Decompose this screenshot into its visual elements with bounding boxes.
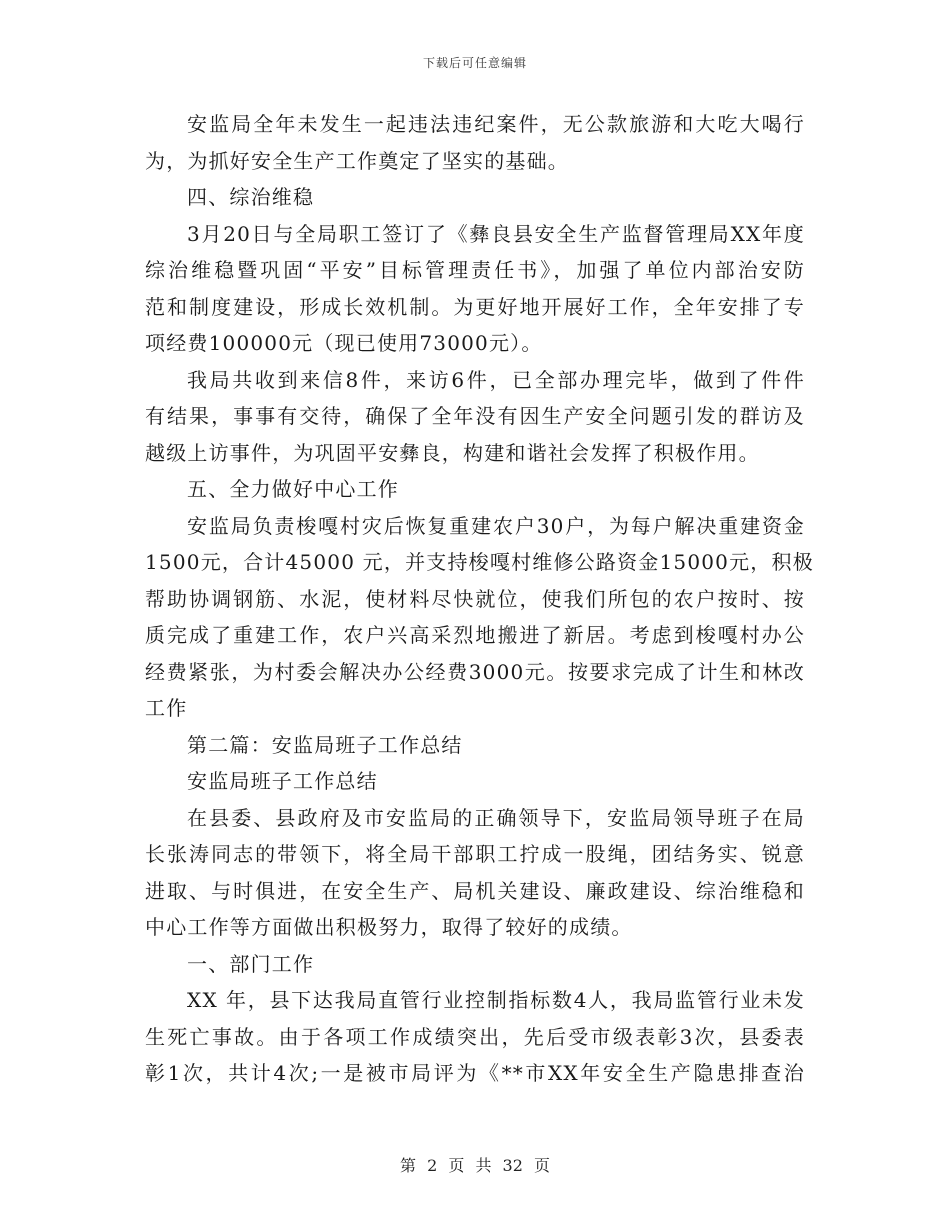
text-line: 3月20日与全局职工签订了《彝良县安全生产监督管理局XX年度 bbox=[187, 221, 805, 246]
text-line: 1500元，合计45000 元，并支持梭嘎村维修公路资金15000元，积极 bbox=[145, 550, 814, 574]
text-line: 五、全力做好中心工作 bbox=[187, 477, 399, 501]
text-line: XX 年，县下达我局直管行业控制指标数4人，我局监管行业未发 bbox=[187, 988, 805, 1012]
text-line: 有结果，事事有交待，确保了全年没有因生产安全问题引发的群访及 bbox=[145, 404, 805, 428]
text-line: 长张涛同志的带领下，将全局干部职工拧成一股绳，团结务实、锐意 bbox=[145, 842, 805, 866]
text-line: 一、部门工作 bbox=[187, 951, 315, 976]
text-line: 第二篇：安监局班子工作总结 bbox=[187, 732, 463, 757]
text-line: 安监局负责梭嘎村灾后恢复重建农户30户，为每户解决重建资金 bbox=[187, 513, 805, 538]
text-line: 进取、与时俱进，在安全生产、局机关建设、廉政建设、综治维稳和 bbox=[145, 878, 805, 903]
page-header: 下载后可任意编辑 bbox=[422, 56, 527, 70]
text-line: 范和制度建设，形成长效机制。为更好地开展好工作，全年安排了专 bbox=[145, 294, 805, 319]
text-line: 我局共收到来信8件，来访6件，已全部办理完毕，做到了件件 bbox=[187, 367, 805, 392]
text-line: 生死亡事故。由于各项工作成绩突出，先后受市级表彰3次，县委表 bbox=[145, 1024, 805, 1049]
text-line: 综治维稳暨巩固“平安”目标管理责任书》，加强了单位内部治安防 bbox=[145, 258, 805, 282]
page-footer: 第 2 页 共 32 页 bbox=[400, 1156, 550, 1175]
text-line: 在县委、县政府及市安监局的正确领导下，安监局领导班子在局 bbox=[187, 805, 805, 830]
document-body bbox=[145, 106, 814, 1092]
text-line: 安监局班子工作总结 bbox=[187, 769, 378, 793]
text-line: 中心工作等方面做出积极努力，取得了较好的成绩。 bbox=[145, 915, 633, 939]
text-line: 项经费100000元（现已使用73000元）。 bbox=[145, 331, 543, 355]
text-line: 质完成了重建工作，农户兴高采烈地搬进了新居。考虑到梭嘎村办公 bbox=[145, 623, 805, 647]
text-line: 为，为抓好安全生产工作奠定了坚实的基础。 bbox=[145, 148, 569, 173]
text-line: 彰1次，共计4次;一是被市局评为《**市XX年安全生产隐患排查治 bbox=[145, 1061, 805, 1085]
text-line: 经费紧张，为村委会解决办公经费3000元。按要求完成了计生和林改 bbox=[145, 659, 805, 684]
text-line: 工作 bbox=[145, 696, 188, 720]
text-line: 安监局全年未发生一起违法违纪案件，无公款旅游和大吃大喝行 bbox=[187, 112, 805, 136]
text-line: 帮助协调钢筋、水泥，使材料尽快就位，使我们所包的农户按时、按 bbox=[145, 586, 805, 611]
text-line: 四、综治维稳 bbox=[187, 185, 315, 209]
text-line: 越级上访事件，为巩固平安彝良，构建和谐社会发挥了积极作用。 bbox=[145, 440, 760, 465]
